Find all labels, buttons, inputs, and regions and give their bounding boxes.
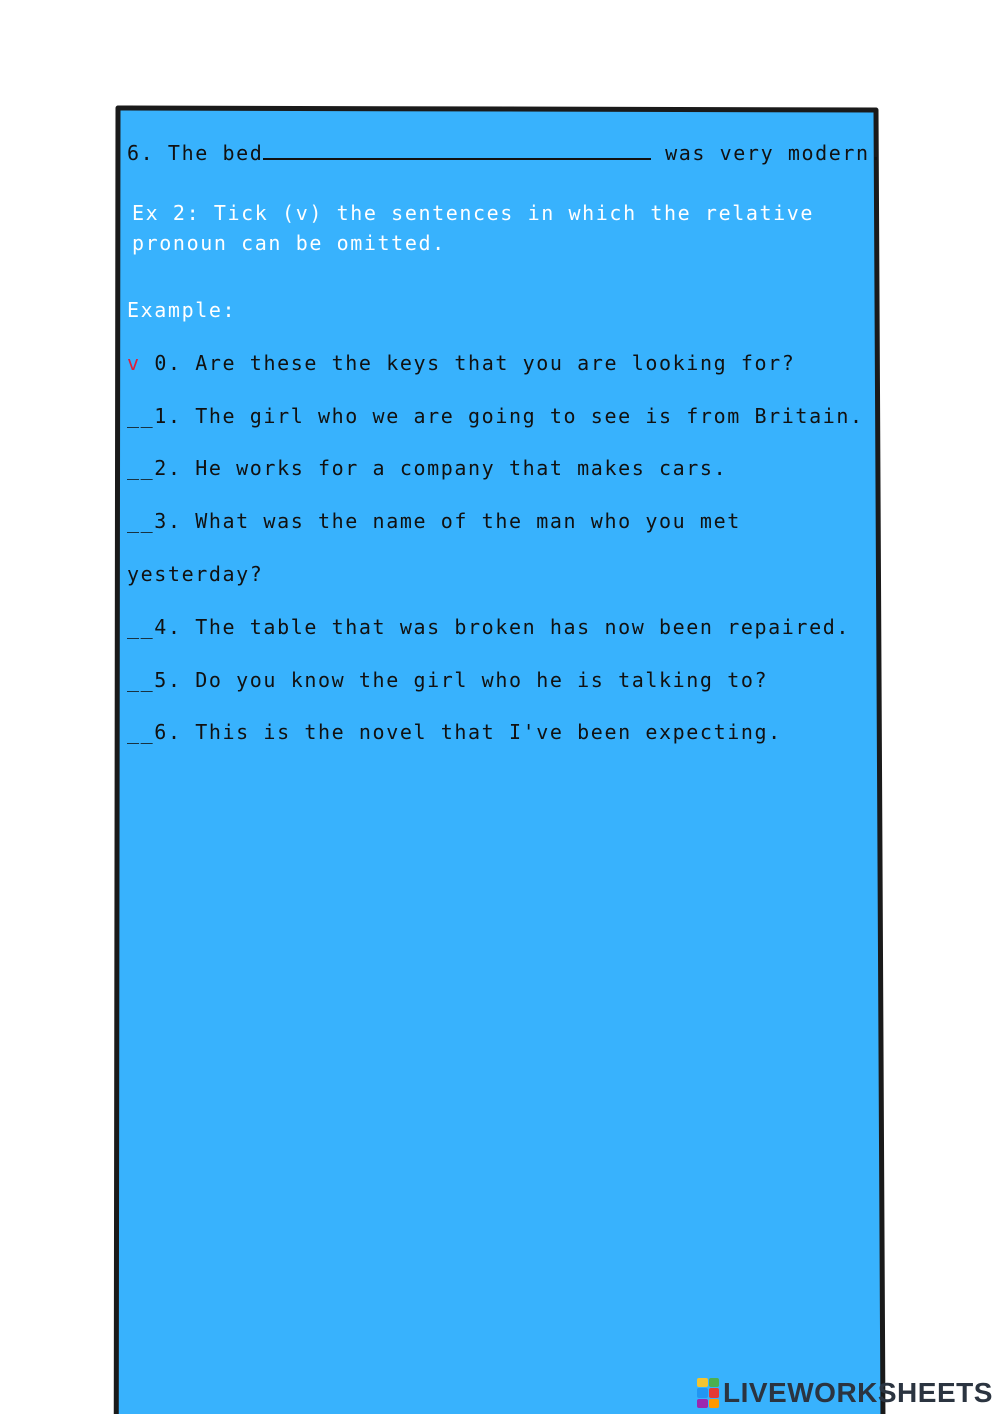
answer-blank[interactable]: __ bbox=[127, 456, 155, 480]
answer-blank[interactable]: __ bbox=[127, 720, 155, 744]
logo-text: LIVEWORKSHEETS bbox=[723, 1377, 993, 1408]
logo-mark-icon bbox=[697, 1378, 719, 1408]
instruction-line-2: pronoun can be omitted. bbox=[132, 231, 446, 255]
answer-blank[interactable]: __ bbox=[127, 615, 155, 639]
answer-blank[interactable]: __ bbox=[127, 404, 155, 428]
answer-blank[interactable]: __ bbox=[127, 668, 155, 692]
liveworksheets-logo bbox=[697, 1376, 993, 1410]
item-4: __4. The table that was broken has now been repaired. bbox=[127, 615, 850, 639]
item-3: __3. What was the name of the man who you met bbox=[127, 509, 741, 533]
item-2: __2. He works for a company that makes cars. bbox=[127, 456, 728, 480]
item-6: __6. This is the novel that I've been expecting. bbox=[127, 720, 782, 744]
item-3-continued: yesterday? bbox=[127, 562, 264, 586]
answer-blank-6[interactable] bbox=[263, 140, 651, 160]
item-5: __5. Do you know the girl who he is talking to? bbox=[127, 668, 769, 692]
example-label: Example: bbox=[127, 298, 237, 322]
instruction-line-1: Ex 2: Tick (v) the sentences in which the relative bbox=[132, 201, 815, 225]
item-1: __1. The girl who we are going to see is from Britain. bbox=[127, 404, 864, 428]
tick-mark: v bbox=[127, 351, 141, 375]
example-item: v 0. Are these the keys that you are looking for? bbox=[127, 351, 796, 375]
answer-blank[interactable]: __ bbox=[127, 509, 155, 533]
question-6: 6. The bed was very modern. bbox=[127, 141, 884, 165]
